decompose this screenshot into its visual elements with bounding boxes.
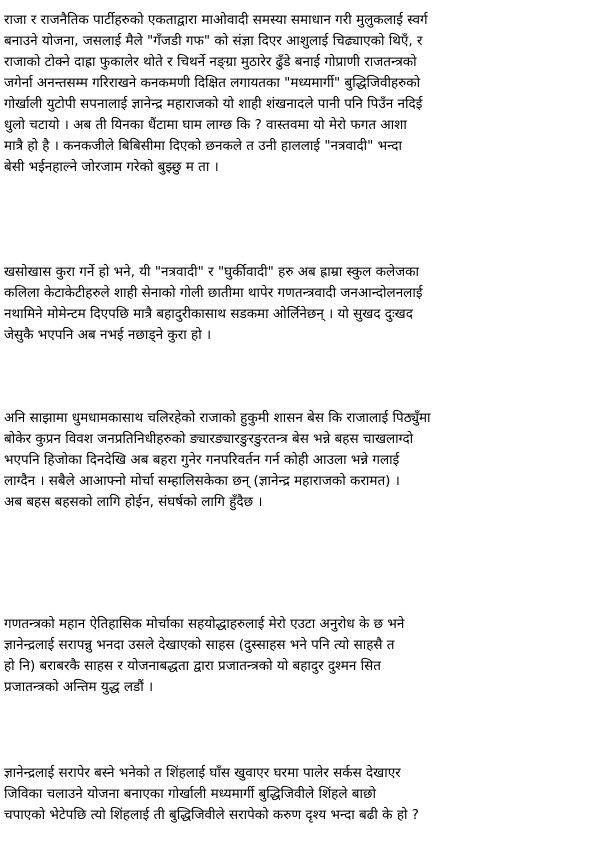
text-line: धुलो चटायो । अब ती यिनका धैंटामा घाम लाग्छ कि ? वास्तवमा यो मेरो फगत आशा <box>4 117 407 133</box>
text-line: बोकेर कुप्रन विवश जनप्रतिनिधीहरुको ङ्यारङ्यारङुरङुरतन्त्र बेस भन्ने बहस चाखलाग्दो <box>4 431 414 447</box>
text-line: भएपनि हिजोका दिनदेखि अब बहरा गुनेर गनपरिवर्तन गर्न कोही आउला भन्ने गलाई <box>4 452 400 468</box>
paragraph-3 <box>4 408 610 513</box>
paragraph-1 <box>4 10 610 178</box>
paragraph-5 <box>4 763 610 826</box>
text-line: खसोखास कुरा गर्ने हो भने, यी "नत्रवादी" र "घुर्कीवादी" हरु अब ह्राम्रा स्कुल कलेजका <box>4 264 420 280</box>
text-line: बनाउने योजना, जसलाई मैले "गँजडी गफ" को संज्ञा दिएर आशुलाई चिढ्याएको थिएँ, र <box>4 33 423 49</box>
text-line: जगेर्ना अनन्तसम्म गरिराखने कनकमणी दिक्षित लगायतका "मध्यमार्गी" बुद्धिजिवीहरुको <box>4 75 421 91</box>
text-line: अनि साझामा धुमधामकासाथ चलिरहेको राजाको हुकुमी शासन बेस कि राजालाई पिठ्युँमा <box>4 410 431 426</box>
text-line: हो नि) बराबरकै साहस र योजनाबद्धता द्वारा प्रजातन्त्रको यो बहादुर दुश्मन सित <box>4 658 381 674</box>
text-line: राजा र राजनैतिक पार्टीहरुको एकताद्वारा माओवादी समस्या समाधान गरी मुलुकलाई स्वर्ग <box>4 12 428 28</box>
text-line: गणतन्त्रको महान ऐतिहासिक मोर्चाका सहयोद्धाहरुलाई मेरो एउटा अनुरोध के छ भने <box>4 616 405 632</box>
text-line: जिविका चलाउने योजना बनाएका गोर्खाली मध्यमार्गी बुद्धिजिवीले शिंहले बाछो <box>4 786 376 802</box>
text-line: मात्रै हो है । कनकजीले बिबिसीमा दिएको छनकले त उनी हाललाई "नत्रवादी" भन्दा <box>4 138 402 154</box>
text-line: जेसुकै भएपनि अब नभई नछाड्ने कुरा हो । <box>4 327 212 343</box>
text-line: ज्ञानेन्द्रलाई सरापेर बस्ने भनेको त शिंहलाई घाँस खुवाएर घरमा पालेर सर्कस देखाएर <box>4 765 401 781</box>
text-line: राजाको टोक्ने दाह्रा फुकालेर थोते र चिथर्ने नङ्ग्रा मुठारेर ढुँडे बनाई गोप्राणी राजतन्त्रको <box>4 54 417 70</box>
text-line: ज्ञानेन्द्रलाई सरापन्नु भनदा उसले देखाएको साहस (दुस्साहस भने पनि त्यो साहसै त <box>4 637 395 653</box>
paragraph-2 <box>4 262 610 346</box>
text-line: चपाएको भेटेपछि त्यो शिंहलाई ती बुद्धिजिवीले सरापेको करुण दृश्य भन्दा बढी के हो ? <box>4 807 419 823</box>
text-line: नथामिने मोमेन्टम दिएपछि मात्रै बहादुरीकासाथ सडकमा ओर्लिनेछन् । यो सुखद दुःखद <box>4 306 413 322</box>
text-line: प्रजातन्त्रको अन्तिम युद्ध लडौं । <box>4 679 154 695</box>
text-line: गोर्खाली युटोपी सपनालाई ज्ञानेन्द्र महाराजको यो शाही शंखनादले पानी पनि पिउँन नदिई <box>4 96 423 112</box>
paragraph-4 <box>4 614 610 698</box>
text-line: लाग्दैन । सबैले आआफ्नो मोर्चा सम्हालिसकेका छन् (ज्ञानेन्द्र महाराजको करामत) । <box>4 473 400 489</box>
text-line: अब बहस बहसको लागि होईन, संघर्षको लागि हुँदैछ । <box>4 494 263 510</box>
text-line: कलिला केटाकेटीहरुले शाही सेनाको गोली छातीमा थापेर गणतन्त्रवादी जनआन्दोलनलाई <box>4 285 423 301</box>
text-line: बेसी भईनहाल्ने जोरजाम गरेको बुझ्छु म ता । <box>4 159 219 175</box>
